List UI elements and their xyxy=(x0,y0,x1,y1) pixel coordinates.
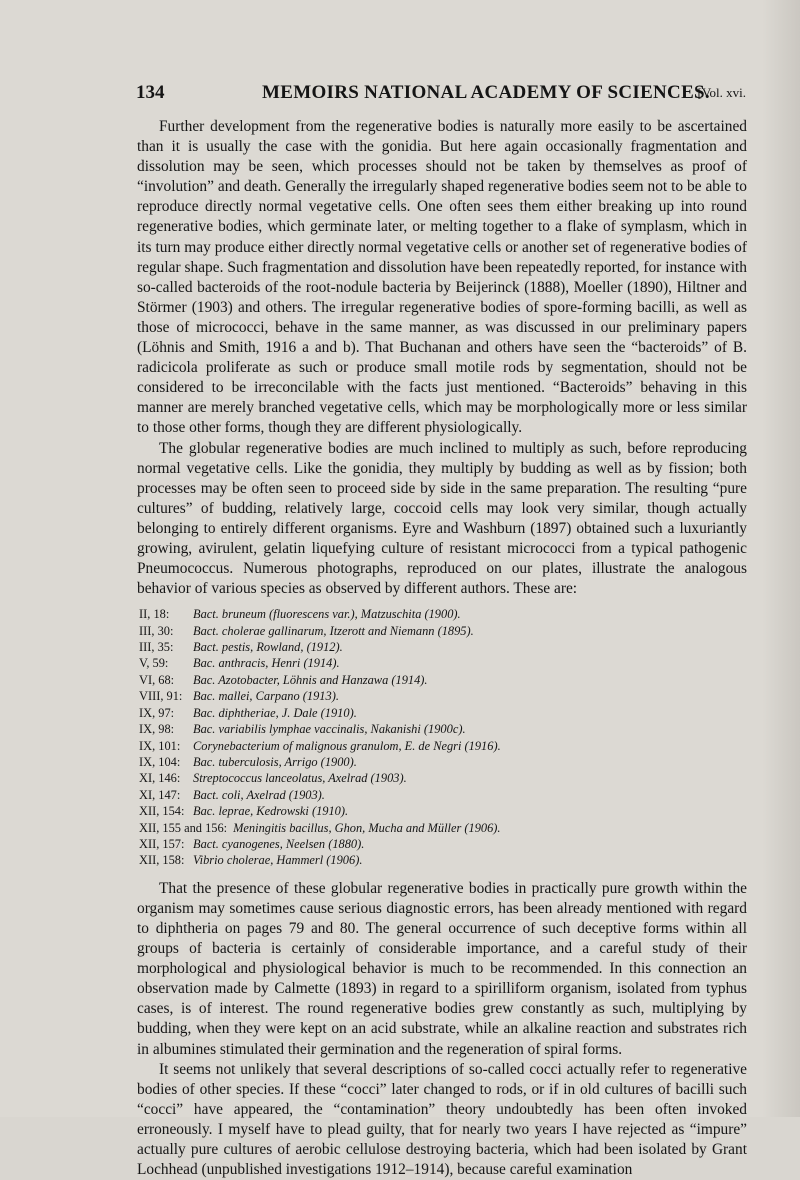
plate-number: II, 18: xyxy=(139,607,170,622)
volume-label: [Vol. xvi. xyxy=(697,85,746,100)
paragraph-4: It seems not unlikely that several descriptions of so-called cocci actually refer to regenerative bodies of other species. If these “cocci” later changed to rods, or if in old cultures of bacilli such “cocci” have appeared, the “contamination” theory undoubtedly has been often invoked erroneously. I myself have to plead guilty, that for nearly two years I have rejected as “impure” actually pure cultures of aerobic cellulose destroying bacteria, which had been isolated by Grant Lochhead (unpublished investigations 1912–1914), because careful examination xyxy=(137,1060,747,1179)
plate-number: XII, 155 and 156: xyxy=(139,820,228,835)
species-reference: Bac. Azotobacter, Löhnis and Hanzawa (1914). xyxy=(193,672,428,687)
plate-number: XII, 158: xyxy=(139,853,185,868)
plate-number: IX, 97: xyxy=(139,705,175,720)
list-item xyxy=(137,705,747,721)
species-reference: Bact. bruneum (fluorescens var.), Matzuschita (1900). xyxy=(193,607,461,622)
plate-number: IX, 104: xyxy=(139,754,181,769)
list-item xyxy=(137,770,747,786)
species-reference: Bac. diphtheriae, J. Dale (1910). xyxy=(193,705,357,720)
species-reference: Bac. leprae, Kedrowski (1910). xyxy=(193,804,349,819)
plate-number: XI, 147: xyxy=(139,787,181,802)
list-item xyxy=(137,787,747,803)
plate-number: IX, 98: xyxy=(139,722,175,737)
species-reference: Bact. cyanogenes, Neelsen (1880). xyxy=(193,836,365,851)
list-item xyxy=(137,738,747,754)
plate-number: III, 35: xyxy=(139,640,174,655)
list-item xyxy=(137,623,747,639)
page-number: 134 xyxy=(136,82,165,103)
paragraph-1: Further development from the regenerative bodies is naturally more easily to be ascertained than it is usually the case with the gonidia. But here again occasionally fragmentation and dissolution may be seen, which processes should not be taken by themselves as proof of “involution” and death. Generally the irregularly shaped regenerative bodies seem not to be able to reproduce directly normal vegetative cells. One often sees them either breaking up into round regenerative bodies, which germinate later, or melting together to a flake of symplasm, which in its turn may produce either directly normal vegetative cells or another set of regenerative bodies of regular shape. Such fragmentation and dissolution have been repeatedly reported, for instance with so-called bacteroids of the root-nodule bacteria by Beijerinck (1888), Moeller (1890), Hiltner and Störmer (1903) and others. The irregular regenerative bodies of spore-forming bacilli, as well as those of micrococci, behave in the same manner, as was discussed in our preliminary papers (Löhnis and Smith, 1916 a and b). That Buchanan and others have seen the “bacteroids” of B. radicicola proliferate as such or produce small motile rods by segmentation, should not be considered to be irreconcilable with the facts just mentioned. “Bacteroids” behaving in this manner are merely branched vegetative cells, which may be morphologically more or less similar to those other forms, though they are different physiologically. xyxy=(137,118,747,437)
plate-number: VIII, 91: xyxy=(139,689,183,704)
species-reference: Bac. mallei, Carpano (1913). xyxy=(193,689,339,704)
species-reference: Meningitis bacillus, Ghon, Mucha and Müller (1906). xyxy=(233,820,501,835)
plate-number: VI, 68: xyxy=(139,672,175,687)
list-item xyxy=(137,803,747,819)
paragraph-2: The globular regenerative bodies are much inclined to multiply as such, before reproducing normal vegetative cells. Like the gonidia, they multiply by budding as well as by fission; both processes may be often seen to proceed side by side in the same preparation. The resulting “pure cultures” of budding, relatively large, coccoid cells may look very similar, though actually belonging to entirely different organisms. Eyre and Washburn (1897) obtained such a luxuriantly growing, avirulent, gelatin liquefying culture of resistant micrococci from a typical pathogenic Pneumococcus. Numerous photographs, reproduced on our plates, illustrate the analogous behavior of various species as observed by different authors. These are: xyxy=(137,439,747,598)
body-text xyxy=(137,117,747,1180)
species-reference: Corynebacterium of malignous granulom, E. de Negri (1916). xyxy=(193,738,501,753)
plate-number: XII, 157: xyxy=(139,836,185,851)
list-item xyxy=(137,852,747,868)
list-item xyxy=(137,836,747,852)
species-reference: Vibrio cholerae, Hammerl (1906). xyxy=(193,853,363,868)
list-item xyxy=(137,639,747,655)
species-reference: Bac. tuberculosis, Arrigo (1900). xyxy=(193,754,357,769)
list-item xyxy=(137,820,747,836)
page-edge-shadow xyxy=(762,0,800,1117)
plate-number: XI, 146: xyxy=(139,771,181,786)
species-reference: Bact. coli, Axelrad (1903). xyxy=(193,787,325,802)
plate-number: XII, 154: xyxy=(139,804,185,819)
list-item xyxy=(137,672,747,688)
species-reference: Bact. cholerae gallinarum, Itzerott and Niemann (1895). xyxy=(193,623,474,638)
plate-number: IX, 101: xyxy=(139,738,181,753)
page-header xyxy=(136,82,746,108)
species-reference: Bact. pestis, Rowland, (1912). xyxy=(193,640,343,655)
species-reference: Bac. anthracis, Henri (1914). xyxy=(193,656,340,671)
list-item xyxy=(137,655,747,671)
list-item xyxy=(137,754,747,770)
paragraph-3: That the presence of these globular regenerative bodies in practically pure growth within the organism may sometimes cause serious diagnostic errors, has been already mentioned with regard to diphtheria on pages 79 and 80. The general occurrence of such deceptive forms within all groups of bacteria is certainly of considerable importance, and a careful study of their morphological and physiological behavior is much to be recommended. In this connection an observation made by Calmette (1893) in regard to a spirilliform organism, isolated from typhus cases, is of interest. The round regenerative bodies grew constantly as such, multiplying by budding, when they were kept on an acid substrate, while an alkaline reaction and substrates rich in albumines stimulated their germination and the regeneration of spiral forms. xyxy=(137,879,747,1058)
running-head: MEMOIRS NATIONAL ACADEMY OF SCIENCES. xyxy=(262,82,710,103)
species-reference: Streptococcus lanceolatus, Axelrad (1903). xyxy=(193,771,407,786)
list-item xyxy=(137,688,747,704)
plate-number: III, 30: xyxy=(139,623,174,638)
plate-reference-list xyxy=(137,606,747,869)
list-item xyxy=(137,721,747,737)
species-reference: Bac. variabilis lymphae vaccinalis, Nakanishi (1900c). xyxy=(193,722,466,737)
list-item xyxy=(137,606,747,622)
plate-number: V, 59: xyxy=(139,656,169,671)
